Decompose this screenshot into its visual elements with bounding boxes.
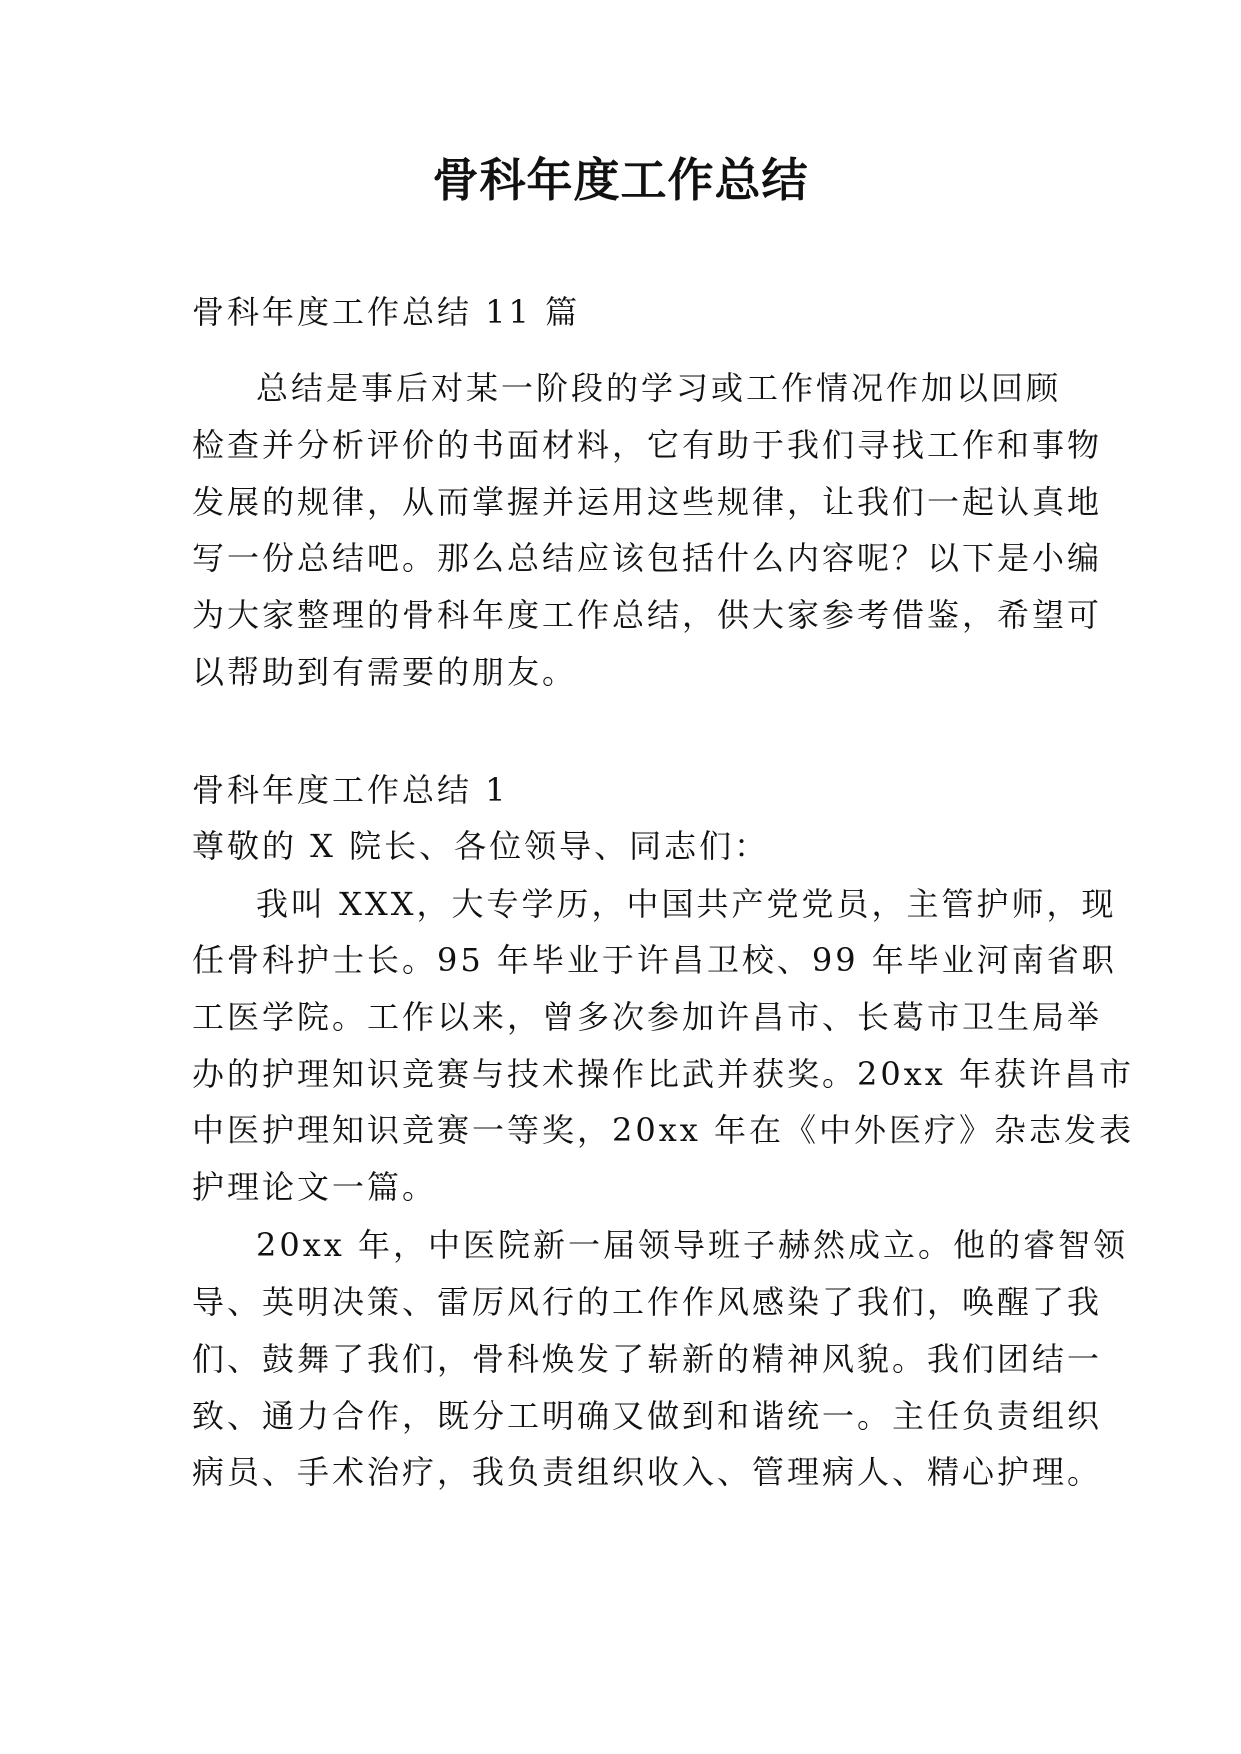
paragraph-line: 们、鼓舞了我们，骨科焕发了崭新的精神风貌。我们团结一 [192, 1340, 1103, 1378]
paragraph-line: 致、通力合作，既分工明确又做到和谐统一。主任负责组织 [192, 1397, 1103, 1435]
intro-line: 总结是事后对某一阶段的学习或工作情况作加以回顾 [256, 369, 1062, 407]
intro-line: 以帮助到有需要的朋友。 [192, 653, 578, 691]
intro-line: 检查并分析评价的书面材料，它有助于我们寻找工作和事物 [192, 426, 1103, 464]
paragraph-line: 20xx 年，中医院新一届领导班子赫然成立。他的睿智领 [256, 1226, 1128, 1264]
intro-line: 写一份总结吧。那么总结应该包括什么内容呢？以下是小编 [192, 539, 1103, 577]
document-subtitle: 骨科年度工作总结 11 篇 [192, 293, 581, 331]
paragraph-line: 导、英明决策、雷厉风行的工作作风感染了我们，唤醒了我 [192, 1283, 1103, 1321]
paragraph-line: 护理论文一篇。 [192, 1168, 438, 1206]
intro-line: 发展的规律，从而掌握并运用这些规律，让我们一起认真地 [192, 483, 1103, 521]
document-title: 骨科年度工作总结 [432, 153, 809, 207]
salutation: 尊敬的 X 院长、各位领导、同志们： [192, 827, 770, 865]
paragraph-line: 任骨科护士长。95 年毕业于许昌卫校、99 年毕业河南省职 [192, 941, 1117, 979]
paragraph-line: 我叫 XXX，大专学历，中国共产党党员，主管护师，现 [256, 885, 1117, 923]
intro-line: 为大家整理的骨科年度工作总结，供大家参考借鉴，希望可 [192, 596, 1103, 634]
paragraph-line: 工医学院。工作以来，曾多次参加许昌市、长葛市卫生局举 [192, 998, 1103, 1036]
section-heading: 骨科年度工作总结 1 [192, 771, 509, 809]
paragraph-line: 病员、手术治疗，我负责组织收入、管理病人、精心护理。 [192, 1453, 1103, 1491]
paragraph-line: 中医护理知识竞赛一等奖，20xx 年在《中外医疗》杂志发表 [192, 1111, 1134, 1149]
paragraph-line: 办的护理知识竞赛与技术操作比武并获奖。20xx 年获许昌市 [192, 1055, 1134, 1093]
